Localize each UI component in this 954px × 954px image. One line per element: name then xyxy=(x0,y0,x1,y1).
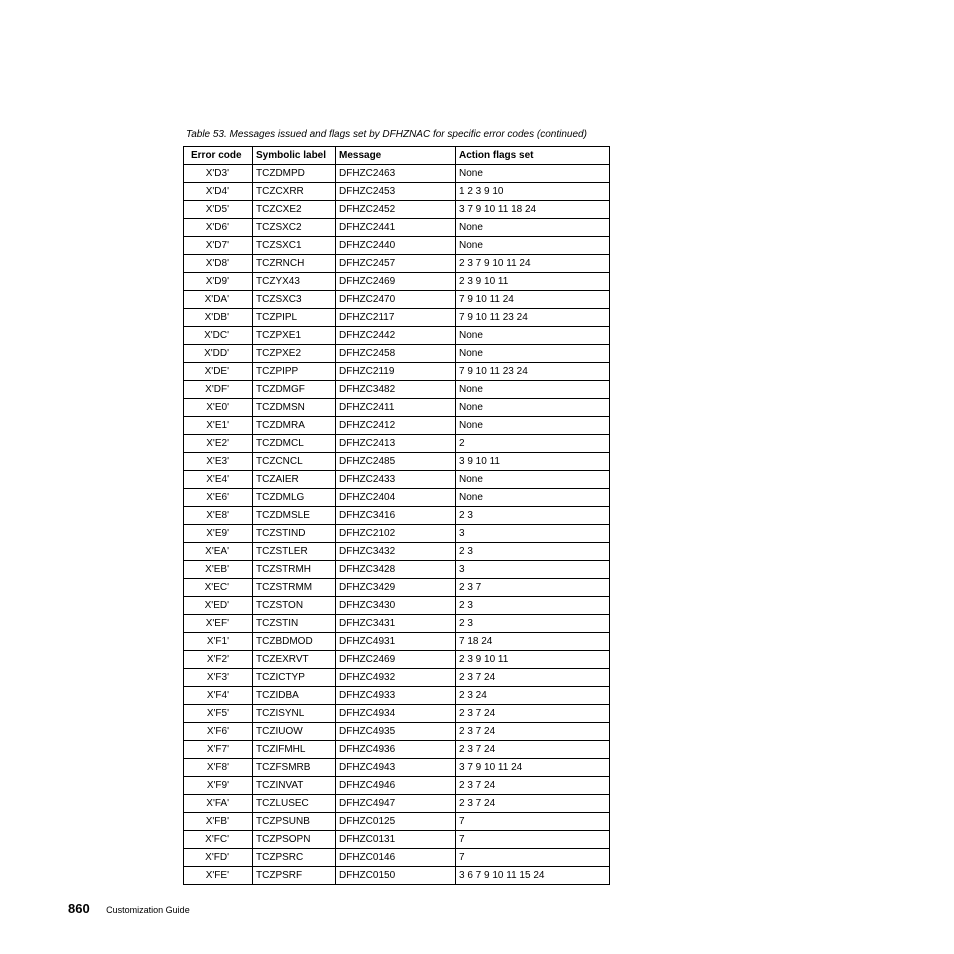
message-cell: DFHZC3428 xyxy=(336,561,456,579)
action-flags-cell: 2 3 7 xyxy=(456,579,610,597)
table-row xyxy=(184,345,610,363)
table-row xyxy=(184,615,610,633)
symbolic-label-cell: TCZDMSN xyxy=(253,399,336,417)
symbolic-label-cell: TCZSXC2 xyxy=(253,219,336,237)
table-row xyxy=(184,561,610,579)
error-code-cell: X'D3' xyxy=(184,165,253,183)
table-header-row xyxy=(184,147,610,165)
symbolic-label-cell: TCZPSUNB xyxy=(253,813,336,831)
table-row xyxy=(184,867,610,885)
error-code-cell: X'FB' xyxy=(184,813,253,831)
action-flags-cell: 3 9 10 11 xyxy=(456,453,610,471)
symbolic-label-cell: TCZSXC1 xyxy=(253,237,336,255)
message-cell: DFHZC2457 xyxy=(336,255,456,273)
symbolic-label-cell: TCZSTIN xyxy=(253,615,336,633)
table-row xyxy=(184,741,610,759)
symbolic-label-cell: TCZIFMHL xyxy=(253,741,336,759)
column-header-error-code: Error code xyxy=(184,147,253,165)
message-cell: DFHZC2412 xyxy=(336,417,456,435)
action-flags-cell: 2 3 7 24 xyxy=(456,777,610,795)
error-code-cell: X'F3' xyxy=(184,669,253,687)
table-row xyxy=(184,363,610,381)
error-code-cell: X'E1' xyxy=(184,417,253,435)
error-code-cell: X'DD' xyxy=(184,345,253,363)
error-code-cell: X'D7' xyxy=(184,237,253,255)
symbolic-label-cell: TCZSTRMM xyxy=(253,579,336,597)
table-row xyxy=(184,849,610,867)
symbolic-label-cell: TCZAIER xyxy=(253,471,336,489)
action-flags-cell: None xyxy=(456,345,610,363)
symbolic-label-cell: TCZCXRR xyxy=(253,183,336,201)
action-flags-cell: None xyxy=(456,471,610,489)
message-cell: DFHZC2440 xyxy=(336,237,456,255)
error-code-cell: X'EB' xyxy=(184,561,253,579)
message-cell: DFHZC3432 xyxy=(336,543,456,561)
error-code-cell: X'E8' xyxy=(184,507,253,525)
table-row xyxy=(184,633,610,651)
symbolic-label-cell: TCZLUSEC xyxy=(253,795,336,813)
book-title: Customization Guide xyxy=(106,905,190,915)
error-code-cell: X'DC' xyxy=(184,327,253,345)
message-cell: DFHZC3431 xyxy=(336,615,456,633)
symbolic-label-cell: TCZPSRC xyxy=(253,849,336,867)
table-row xyxy=(184,723,610,741)
symbolic-label-cell: TCZPIPP xyxy=(253,363,336,381)
message-cell: DFHZC2470 xyxy=(336,291,456,309)
symbolic-label-cell: TCZBDMOD xyxy=(253,633,336,651)
table-row xyxy=(184,435,610,453)
error-code-cell: X'D8' xyxy=(184,255,253,273)
table-row xyxy=(184,381,610,399)
action-flags-cell: None xyxy=(456,165,610,183)
error-code-cell: X'E0' xyxy=(184,399,253,417)
error-code-cell: X'F2' xyxy=(184,651,253,669)
message-cell: DFHZC4933 xyxy=(336,687,456,705)
error-code-cell: X'EF' xyxy=(184,615,253,633)
table-row xyxy=(184,687,610,705)
action-flags-cell: None xyxy=(456,237,610,255)
error-code-cell: X'FD' xyxy=(184,849,253,867)
symbolic-label-cell: TCZICTYP xyxy=(253,669,336,687)
symbolic-label-cell: TCZPXE1 xyxy=(253,327,336,345)
action-flags-cell: 1 2 3 9 10 xyxy=(456,183,610,201)
message-cell: DFHZC4946 xyxy=(336,777,456,795)
error-code-cell: X'D5' xyxy=(184,201,253,219)
message-cell: DFHZC2119 xyxy=(336,363,456,381)
error-code-cell: X'FC' xyxy=(184,831,253,849)
page-footer xyxy=(68,900,190,918)
error-code-cell: X'DE' xyxy=(184,363,253,381)
table-row xyxy=(184,795,610,813)
action-flags-cell: 7 xyxy=(456,849,610,867)
error-code-cell: X'E3' xyxy=(184,453,253,471)
error-code-cell: X'F4' xyxy=(184,687,253,705)
error-code-cell: X'E4' xyxy=(184,471,253,489)
action-flags-cell: 7 9 10 11 23 24 xyxy=(456,309,610,327)
message-cell: DFHZC4943 xyxy=(336,759,456,777)
message-cell: DFHZC3429 xyxy=(336,579,456,597)
table-row xyxy=(184,705,610,723)
action-flags-cell: 7 18 24 xyxy=(456,633,610,651)
error-code-cell: X'EA' xyxy=(184,543,253,561)
action-flags-cell: 2 3 xyxy=(456,597,610,615)
action-flags-cell: 7 9 10 11 23 24 xyxy=(456,363,610,381)
action-flags-cell: 2 3 7 24 xyxy=(456,669,610,687)
message-cell: DFHZC2413 xyxy=(336,435,456,453)
table-row xyxy=(184,417,610,435)
action-flags-cell: None xyxy=(456,327,610,345)
error-code-cell: X'ED' xyxy=(184,597,253,615)
table-row xyxy=(184,543,610,561)
message-cell: DFHZC0125 xyxy=(336,813,456,831)
message-cell: DFHZC2433 xyxy=(336,471,456,489)
symbolic-label-cell: TCZPSRF xyxy=(253,867,336,885)
message-cell: DFHZC2411 xyxy=(336,399,456,417)
message-cell: DFHZC3416 xyxy=(336,507,456,525)
action-flags-cell: 2 3 7 24 xyxy=(456,705,610,723)
table-row xyxy=(184,507,610,525)
error-code-cell: X'F8' xyxy=(184,759,253,777)
table-row xyxy=(184,471,610,489)
symbolic-label-cell: TCZSTON xyxy=(253,597,336,615)
message-cell: DFHZC4947 xyxy=(336,795,456,813)
error-code-cell: X'F6' xyxy=(184,723,253,741)
message-cell: DFHZC2453 xyxy=(336,183,456,201)
message-cell: DFHZC2469 xyxy=(336,651,456,669)
message-cell: DFHZC2102 xyxy=(336,525,456,543)
table-row xyxy=(184,489,610,507)
error-code-cell: X'FE' xyxy=(184,867,253,885)
table-row xyxy=(184,183,610,201)
table-row xyxy=(184,327,610,345)
message-cell: DFHZC0150 xyxy=(336,867,456,885)
symbolic-label-cell: TCZDMPD xyxy=(253,165,336,183)
error-code-cell: X'D4' xyxy=(184,183,253,201)
action-flags-cell: 2 3 24 xyxy=(456,687,610,705)
message-cell: DFHZC4932 xyxy=(336,669,456,687)
action-flags-cell: None xyxy=(456,381,610,399)
message-cell: DFHZC3482 xyxy=(336,381,456,399)
error-code-cell: X'F5' xyxy=(184,705,253,723)
message-cell: DFHZC2452 xyxy=(336,201,456,219)
symbolic-label-cell: TCZYX43 xyxy=(253,273,336,291)
symbolic-label-cell: TCZPSOPN xyxy=(253,831,336,849)
message-cell: DFHZC2442 xyxy=(336,327,456,345)
action-flags-cell: 2 3 7 24 xyxy=(456,741,610,759)
table-row xyxy=(184,219,610,237)
error-code-cell: X'E9' xyxy=(184,525,253,543)
error-code-cell: X'F7' xyxy=(184,741,253,759)
error-code-cell: X'E2' xyxy=(184,435,253,453)
action-flags-cell: 2 3 7 9 10 11 24 xyxy=(456,255,610,273)
action-flags-cell: 2 xyxy=(456,435,610,453)
error-code-cell: X'EC' xyxy=(184,579,253,597)
symbolic-label-cell: TCZISYNL xyxy=(253,705,336,723)
action-flags-cell: 2 3 9 10 11 xyxy=(456,651,610,669)
symbolic-label-cell: TCZEXRVT xyxy=(253,651,336,669)
action-flags-cell: 3 7 9 10 11 24 xyxy=(456,759,610,777)
symbolic-label-cell: TCZRNCH xyxy=(253,255,336,273)
symbolic-label-cell: TCZPXE2 xyxy=(253,345,336,363)
symbolic-label-cell: TCZSTIND xyxy=(253,525,336,543)
action-flags-cell: None xyxy=(456,219,610,237)
message-cell: DFHZC4934 xyxy=(336,705,456,723)
column-header-action-flags: Action flags set xyxy=(456,147,610,165)
table-row xyxy=(184,201,610,219)
table-row xyxy=(184,831,610,849)
table-row xyxy=(184,759,610,777)
action-flags-cell: None xyxy=(456,417,610,435)
symbolic-label-cell: TCZSTRMH xyxy=(253,561,336,579)
column-header-message: Message xyxy=(336,147,456,165)
action-flags-cell: 7 xyxy=(456,813,610,831)
message-cell: DFHZC2404 xyxy=(336,489,456,507)
message-cell: DFHZC4936 xyxy=(336,741,456,759)
action-flags-cell: 3 6 7 9 10 11 15 24 xyxy=(456,867,610,885)
table-row xyxy=(184,651,610,669)
table-row xyxy=(184,813,610,831)
action-flags-cell: 2 3 9 10 11 xyxy=(456,273,610,291)
error-code-cell: X'D9' xyxy=(184,273,253,291)
error-codes-table xyxy=(183,146,610,885)
action-flags-cell: 2 3 xyxy=(456,507,610,525)
symbolic-label-cell: TCZCXE2 xyxy=(253,201,336,219)
error-code-cell: X'DB' xyxy=(184,309,253,327)
table-body xyxy=(184,165,610,885)
symbolic-label-cell: TCZSTLER xyxy=(253,543,336,561)
table-row xyxy=(184,309,610,327)
table-row xyxy=(184,597,610,615)
message-cell: DFHZC2441 xyxy=(336,219,456,237)
symbolic-label-cell: TCZDMSLE xyxy=(253,507,336,525)
action-flags-cell: 3 xyxy=(456,525,610,543)
action-flags-cell: 2 3 7 24 xyxy=(456,795,610,813)
message-cell: DFHZC2469 xyxy=(336,273,456,291)
table-caption: Table 53. Messages issued and flags set by DFHZNAC for specific error codes (continued) xyxy=(186,129,587,140)
message-cell: DFHZC4931 xyxy=(336,633,456,651)
table-row xyxy=(184,165,610,183)
page-number: 860 xyxy=(68,901,90,916)
symbolic-label-cell: TCZIUOW xyxy=(253,723,336,741)
error-code-cell: X'F1' xyxy=(184,633,253,651)
symbolic-label-cell: TCZDMLG xyxy=(253,489,336,507)
action-flags-cell: 2 3 xyxy=(456,615,610,633)
error-code-cell: X'DA' xyxy=(184,291,253,309)
table-row xyxy=(184,525,610,543)
message-cell: DFHZC2117 xyxy=(336,309,456,327)
table-row xyxy=(184,579,610,597)
action-flags-cell: 2 3 xyxy=(456,543,610,561)
symbolic-label-cell: TCZDMGF xyxy=(253,381,336,399)
symbolic-label-cell: TCZCNCL xyxy=(253,453,336,471)
table-row xyxy=(184,669,610,687)
action-flags-cell: None xyxy=(456,489,610,507)
error-code-cell: X'F9' xyxy=(184,777,253,795)
error-code-cell: X'E6' xyxy=(184,489,253,507)
message-cell: DFHZC4935 xyxy=(336,723,456,741)
table-row xyxy=(184,255,610,273)
action-flags-cell: 3 xyxy=(456,561,610,579)
action-flags-cell: 3 7 9 10 11 18 24 xyxy=(456,201,610,219)
message-cell: DFHZC3430 xyxy=(336,597,456,615)
table-row xyxy=(184,453,610,471)
table-row xyxy=(184,273,610,291)
message-cell: DFHZC2458 xyxy=(336,345,456,363)
column-header-symbolic-label: Symbolic label xyxy=(253,147,336,165)
message-cell: DFHZC2463 xyxy=(336,165,456,183)
symbolic-label-cell: TCZSXC3 xyxy=(253,291,336,309)
table-row xyxy=(184,777,610,795)
symbolic-label-cell: TCZDMRA xyxy=(253,417,336,435)
message-cell: DFHZC0131 xyxy=(336,831,456,849)
action-flags-cell: None xyxy=(456,399,610,417)
action-flags-cell: 7 xyxy=(456,831,610,849)
action-flags-cell: 2 3 7 24 xyxy=(456,723,610,741)
symbolic-label-cell: TCZDMCL xyxy=(253,435,336,453)
symbolic-label-cell: TCZFSMRB xyxy=(253,759,336,777)
table-row xyxy=(184,291,610,309)
error-code-cell: X'D6' xyxy=(184,219,253,237)
table-row xyxy=(184,237,610,255)
message-cell: DFHZC0146 xyxy=(336,849,456,867)
table-row xyxy=(184,399,610,417)
action-flags-cell: 7 9 10 11 24 xyxy=(456,291,610,309)
error-code-cell: X'DF' xyxy=(184,381,253,399)
message-cell: DFHZC2485 xyxy=(336,453,456,471)
symbolic-label-cell: TCZINVAT xyxy=(253,777,336,795)
symbolic-label-cell: TCZIDBA xyxy=(253,687,336,705)
error-code-cell: X'FA' xyxy=(184,795,253,813)
symbolic-label-cell: TCZPIPL xyxy=(253,309,336,327)
